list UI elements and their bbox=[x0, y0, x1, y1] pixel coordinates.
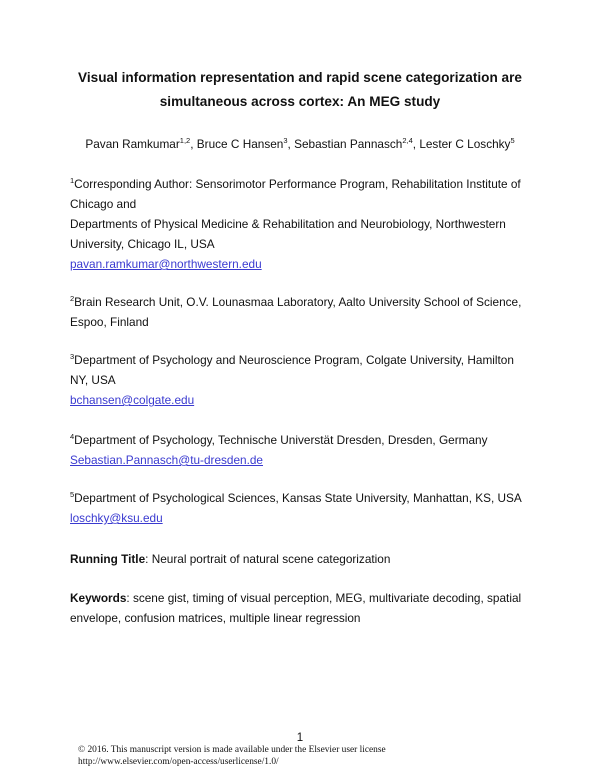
affiliation-text: NY, USA bbox=[70, 373, 116, 387]
running-title-label: Running Title bbox=[70, 552, 146, 566]
affiliation-marker: 5 bbox=[70, 490, 75, 499]
affiliation-text: Department of Psychology and Neuroscience Program, Colgate University, Hamilton bbox=[74, 353, 514, 367]
affiliation-text: Departments of Physical Medicine & Rehabilitation and Neurobiology, Northwestern bbox=[70, 217, 506, 231]
license-footer-line-2: http://www.elsevier.com/open-access/userlicense/1.0/ bbox=[78, 757, 279, 767]
affiliation-marker: 1 bbox=[70, 176, 75, 185]
author-separator: , bbox=[287, 137, 295, 151]
email-link[interactable]: pavan.ramkumar@northwestern.edu bbox=[70, 257, 262, 271]
affiliation-text: Department of Psychological Sciences, Kansas State University, Manhattan, KS, USA bbox=[74, 491, 522, 505]
author-name: Lester C Loschky bbox=[419, 137, 511, 151]
title-line-2: simultaneous across cortex: An MEG study bbox=[159, 94, 441, 109]
email-link[interactable]: bchansen@colgate.edu bbox=[70, 393, 195, 407]
email-link[interactable]: Sebastian.Pannasch@tu-dresden.de bbox=[70, 453, 263, 467]
affiliation-marker: 2 bbox=[70, 294, 75, 303]
keywords-text: : scene gist, timing of visual perception, MEG, multivariate decoding, spatial bbox=[126, 591, 522, 605]
author-affiliation-marker: 1,2 bbox=[179, 136, 191, 145]
running-title bbox=[70, 551, 390, 567]
email-link[interactable]: loschky@ksu.edu bbox=[70, 511, 163, 525]
author-name: Bruce C Hansen bbox=[196, 137, 284, 151]
author-name: Sebastian Pannasch bbox=[294, 137, 403, 151]
author-affiliation-marker: 2,4 bbox=[402, 136, 413, 145]
affiliation-text: Espoo, Finland bbox=[70, 315, 149, 329]
affiliation-text: University, Chicago IL, USA bbox=[70, 237, 215, 251]
affiliation-marker: 4 bbox=[70, 432, 75, 441]
running-title-text: : Neural portrait of natural scene categorization bbox=[145, 552, 391, 566]
affiliation-text: Chicago and bbox=[70, 197, 137, 211]
affiliation-marker: 3 bbox=[70, 352, 75, 361]
author-list bbox=[0, 136, 600, 152]
author-name: Pavan Ramkumar bbox=[85, 137, 180, 151]
author-affiliation-marker: 3 bbox=[283, 136, 288, 145]
keywords-text: envelope, confusion matrices, multiple linear regression bbox=[70, 611, 361, 625]
title-line-1: Visual information representation and rapid scene categorization are bbox=[78, 70, 522, 85]
page-number: 1 bbox=[296, 732, 304, 744]
affiliation-text: Corresponding Author: Sensorimotor Performance Program, Rehabilitation Institute of bbox=[74, 177, 521, 191]
keywords-label: Keywords bbox=[70, 591, 127, 605]
license-footer-line-1: © 2016. This manuscript version is made available under the Elsevier user license bbox=[78, 745, 386, 755]
paper-title bbox=[0, 66, 600, 114]
affiliation-text: Brain Research Unit, O.V. Lounasmaa Laboratory, Aalto University School of Science, bbox=[74, 295, 522, 309]
author-affiliation-marker: 5 bbox=[510, 136, 515, 145]
author-separator: , bbox=[190, 137, 197, 151]
affiliation-text: Department of Psychology, Technische Universtät Dresden, Dresden, Germany bbox=[74, 433, 488, 447]
author-separator: , bbox=[412, 137, 420, 151]
